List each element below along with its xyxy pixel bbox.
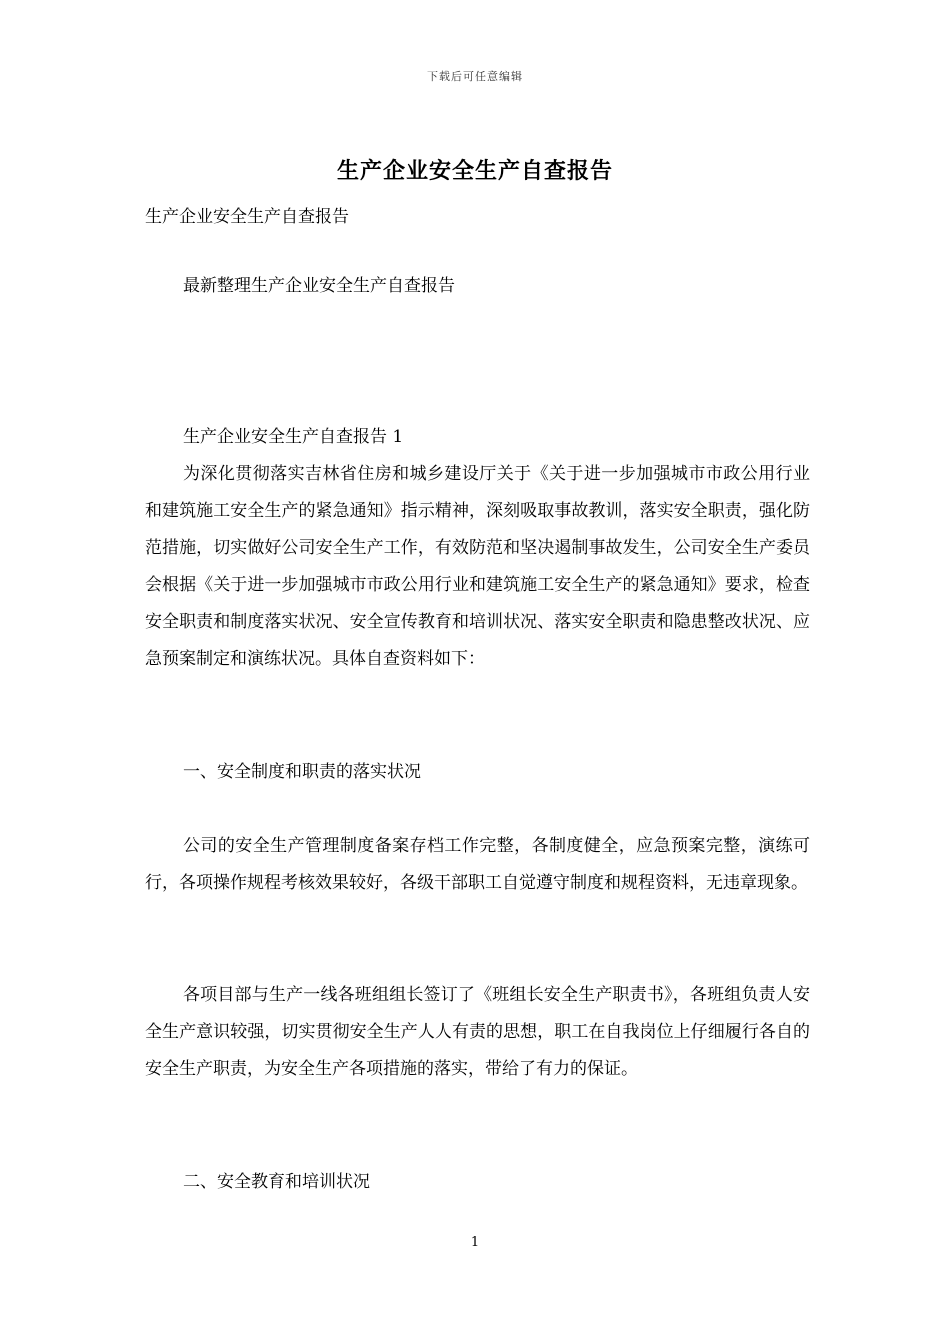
intro-paragraph: 为深化贯彻落实吉林省住房和城乡建设厅关于《关于进一步加强城市市政公用行业和建筑施工安全生产的紧急通知》指示精神，深刻吸取事故教训，落实安全职责，强化防范措施，切实做好公司安全生产工作，有效防范和坚决遏制事故发生，公司安全生产委员会根据《关于进一步加强城市市政公用行业和建筑施工安全生产的紧急通知》要求，检查安全职责和制度落实状况、安全宣传教育和培训状况、落实安全职责和隐患整改状况、应急预案制定和演练状况。具体自查资料如下： <box>145 464 810 669</box>
header-note: 下载后可任意编辑 <box>427 70 523 83</box>
latest-line-block <box>145 268 810 305</box>
section1-p1-block <box>145 828 810 902</box>
subtitle: 生产企业安全生产自查报告 <box>145 207 349 227</box>
section1-heading-block <box>145 754 810 791</box>
section1-heading: 一、安全制度和职责的落实状况 <box>183 762 421 782</box>
section2-heading-block <box>145 1164 810 1201</box>
section1-paragraph-1: 公司的安全生产管理制度备案存档工作完整，各制度健全，应急预案完整，演练可行，各项操作规程考核效果较好，各级干部职工自觉遵守制度和规程资料，无违章现象。 <box>145 836 810 893</box>
latest-line: 最新整理生产企业安全生产自查报告 <box>183 276 455 296</box>
report-heading: 生产企业安全生产自查报告 1 <box>183 427 404 447</box>
page-number: 1 <box>470 1235 480 1250</box>
report-body <box>145 419 810 678</box>
document-title: 生产企业安全生产自查报告 <box>336 159 613 184</box>
section2-heading: 二、安全教育和培训状况 <box>183 1172 370 1192</box>
section1-p2-block <box>145 977 810 1088</box>
section1-paragraph-2: 各项目部与生产一线各班组组长签订了《班组长安全生产职责书》，各班组负责人安全生产意识较强，切实贯彻安全生产人人有责的思想，职工在自我岗位上仔细履行各自的安全生产职责，为安全生产各项措施的落实，带给了有力的保证。 <box>145 985 810 1079</box>
subtitle-block <box>145 199 810 236</box>
